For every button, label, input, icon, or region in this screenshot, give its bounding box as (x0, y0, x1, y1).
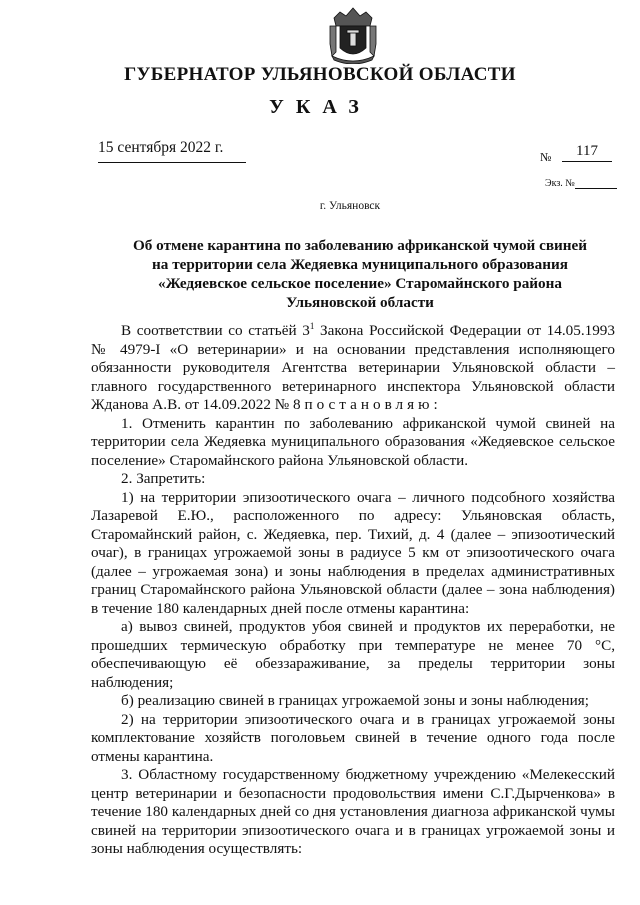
number-label: № (540, 150, 552, 164)
paragraph-2-1-a: а) вывоз свиней, продуктов убоя свиней и продуктов их переработки, не прошедших термическую обработку при температуре не менее 70 °С, обеспечивающую её обеззараживание, за пределы территории зоны наблюдения; (91, 618, 615, 691)
copy-number-field (545, 178, 617, 189)
coat-of-arms-icon (326, 4, 380, 64)
preamble-paragraph: В соответствии со статьёй $3^1$ Закона Российской Федерации от 14.05.1993 № 4979-I «О ветеринарии» и на основании представления исполняющего обязанности руководителя Агентства ветеринарии Ульяновской области – главного государственного ветеринарного инспектора Ульяновской области Жданова А.В. от 14.09.2022 № 8 постановляю: (91, 320, 615, 413)
paragraph-3: 3. Областному государственному бюджетному учреждению «Мелекесский центр ветеринарии и безопасности продовольствия имени С.Г.Дырченкова» в течение 180 календарных дней со дня установления диагноза африканской чумы свиней на территории эпизоотического очага и в границах угрожаемой зоны и зоны наблюдения осуществлять: (91, 766, 615, 857)
paragraph-2-1-b: б) реализацию свиней в границах угрожаемой зоны и зоны наблюдения; (121, 692, 589, 709)
decree-word: постановляю: (304, 396, 442, 413)
paragraph-1: 1. Отменить карантин по заболеванию африканской чумой свиней на территории села Жедяевка муниципального образования «Жедяевское сельское поселение» Старомайнского района Ульяновской области. (91, 414, 615, 469)
paragraph-2-1: 1) на территории эпизоотического очага – личного подсобного хозяйства Лазаревой Е.Ю., расположенного по адресу: Ульяновская область, Старомайнский район, с. Жедяевка, пер. Тихий, д. 4 (далее – эпизоотический очаг), в границах угрожаемой зоны в радиусе 5 км от эпизоотического очага (далее – угрожаемая зона) и зоны наблюдения в пределах административных границ Старомайнского района Ульяновской области (далее – зона наблюдения) в течение 180 календарных дней после отмены карантина: (91, 488, 615, 617)
document-date: 15 сентября 2022 г. (98, 139, 224, 156)
date-underline (98, 162, 246, 163)
title-line: «Жедяевское сельское поселение» Старомайнского района (158, 275, 562, 292)
document-body (91, 322, 615, 859)
paragraph-2-2: 2) на территории эпизоотического очага и в границах угрожаемой зоны комплектование хозяйств поголовьем свиней в течение одного года после отмены карантина. (91, 710, 615, 765)
paragraph-2: 2. Запретить: (121, 470, 206, 487)
copy-number-label: Экз. № (545, 178, 575, 189)
document-title (95, 236, 625, 312)
title-line: Об отмене карантина по заболеванию африканской чумой свиней (132, 237, 588, 254)
title-line: Ульяновской области (286, 294, 434, 311)
title-line: на территории села Жедяевка муниципального образования (152, 256, 568, 273)
copy-number-blank (575, 178, 617, 189)
city: г. Ульяновск (319, 200, 381, 212)
document-number: 117 (562, 143, 612, 162)
document-type-heading: УКАЗ (269, 96, 371, 118)
issuer-heading: ГУБЕРНАТОР УЛЬЯНОВСКОЙ ОБЛАСТИ (124, 64, 516, 85)
